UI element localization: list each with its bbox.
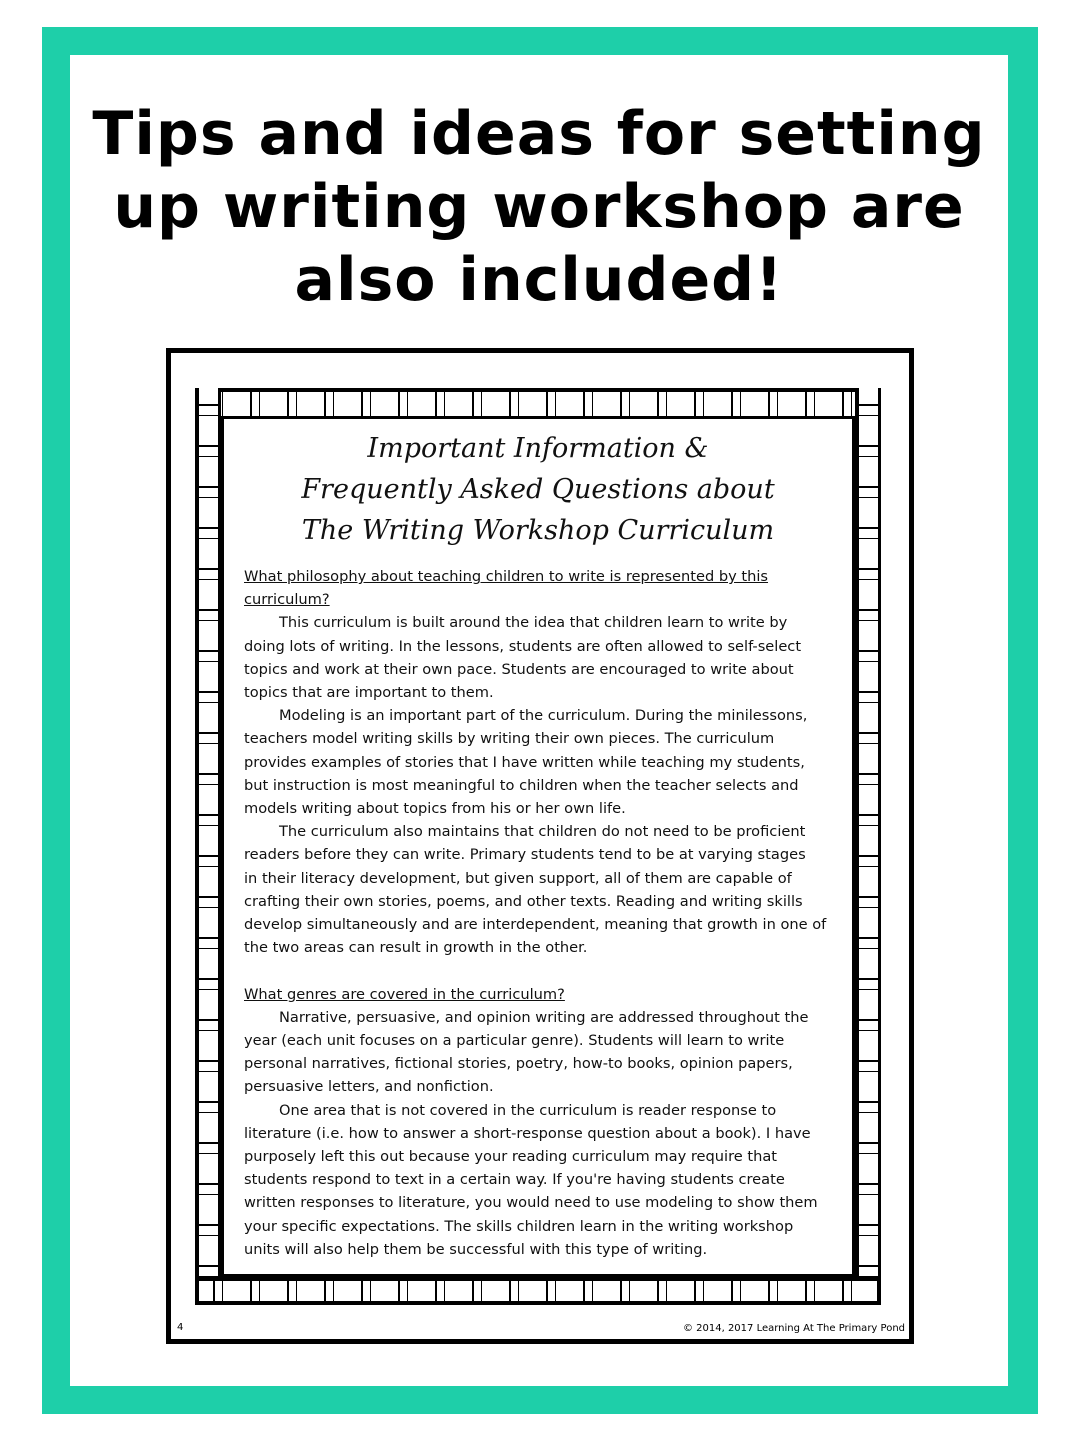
paragraph-line: models writing about topics from his or her own life. (244, 800, 626, 818)
paragraph-line: develop simultaneously and are interdependent, meaning that growth in one of (244, 916, 827, 934)
title-line: Frequently Asked Questions about (301, 474, 775, 505)
document-title (221, 428, 855, 551)
paragraph-line: teachers model writing skills by writing their own pieces. The curriculum (244, 730, 775, 748)
paragraph-line: This curriculum is built around the idea that children learn to write by (279, 614, 788, 632)
page-number: 4 (177, 1322, 184, 1333)
paragraph-line: in their literacy development, but given support, all of them are capable of (244, 869, 792, 887)
faq-question: curriculum? (244, 591, 330, 609)
paragraph-line: readers before they can write. Primary students tend to be at varying stages (244, 846, 806, 864)
striped-border-right (855, 388, 881, 1305)
paragraph-line: One area that is not covered in the curriculum is reader response to (279, 1101, 777, 1119)
headline-line: also included! (294, 245, 784, 315)
paragraph-line: topics and work at their own pace. Students are encouraged to write about (244, 660, 794, 678)
document-body (244, 565, 844, 1261)
headline (70, 98, 1008, 317)
paragraph-line: units will also help them be successful with this type of writing. (244, 1240, 708, 1258)
paragraph-line: your specific expectations. The skills children learn in the writing workshop (244, 1217, 794, 1235)
paragraph-line: literature (i.e. how to answer a short-response question about a book). I have (244, 1124, 811, 1142)
paragraph-line: provides examples of stories that I have written while teaching my students, (244, 753, 805, 771)
title-line: Important Information & (367, 433, 709, 464)
striped-border-bottom (195, 1277, 881, 1305)
paragraph-line: doing lots of writing. In the lessons, students are often allowed to self-select (244, 637, 802, 655)
striped-border-left (195, 388, 221, 1305)
paragraph-line: purposely left this out because your reading curriculum may require that (244, 1148, 777, 1166)
paragraph-line: Narrative, persuasive, and opinion writing are addressed throughout the (279, 1008, 809, 1026)
paragraph-line: crafting their own stories, poems, and other texts. Reading and writing skills (244, 892, 803, 910)
copyright: © 2014, 2017 Learning At The Primary Pond (682, 1323, 905, 1334)
title-line: The Writing Workshop Curriculum (301, 515, 775, 546)
paragraph-line: students respond to text in a certain way. If you're having students create (244, 1171, 785, 1189)
paragraph-line: the two areas can result in growth in the other. (244, 939, 588, 957)
spacer (244, 959, 844, 982)
paragraph-line: persuasive letters, and nonfiction. (244, 1078, 494, 1096)
headline-line: Tips and ideas for setting (92, 99, 986, 169)
paragraph-line: year (each unit focuses on a particular genre). Students will learn to write (244, 1032, 785, 1050)
faq-question: What genres are covered in the curriculum? (244, 985, 565, 1003)
paragraph-line: personal narratives, fictional stories, poetry, how-to books, opinion papers, (244, 1055, 793, 1073)
paragraph-line: Modeling is an important part of the curriculum. During the minilessons, (279, 707, 808, 725)
paragraph-line: The curriculum also maintains that children do not need to be proficient (279, 823, 806, 841)
paragraph-line: topics that are important to them. (244, 684, 494, 702)
paragraph-line: written responses to literature, you would need to use modeling to show them (244, 1194, 818, 1212)
faq-question: What philosophy about teaching children to write is represented by this (244, 568, 769, 585)
headline-line: up writing workshop are (113, 172, 965, 242)
paragraph-line: but instruction is most meaningful to children when the teacher selects and (244, 776, 799, 794)
